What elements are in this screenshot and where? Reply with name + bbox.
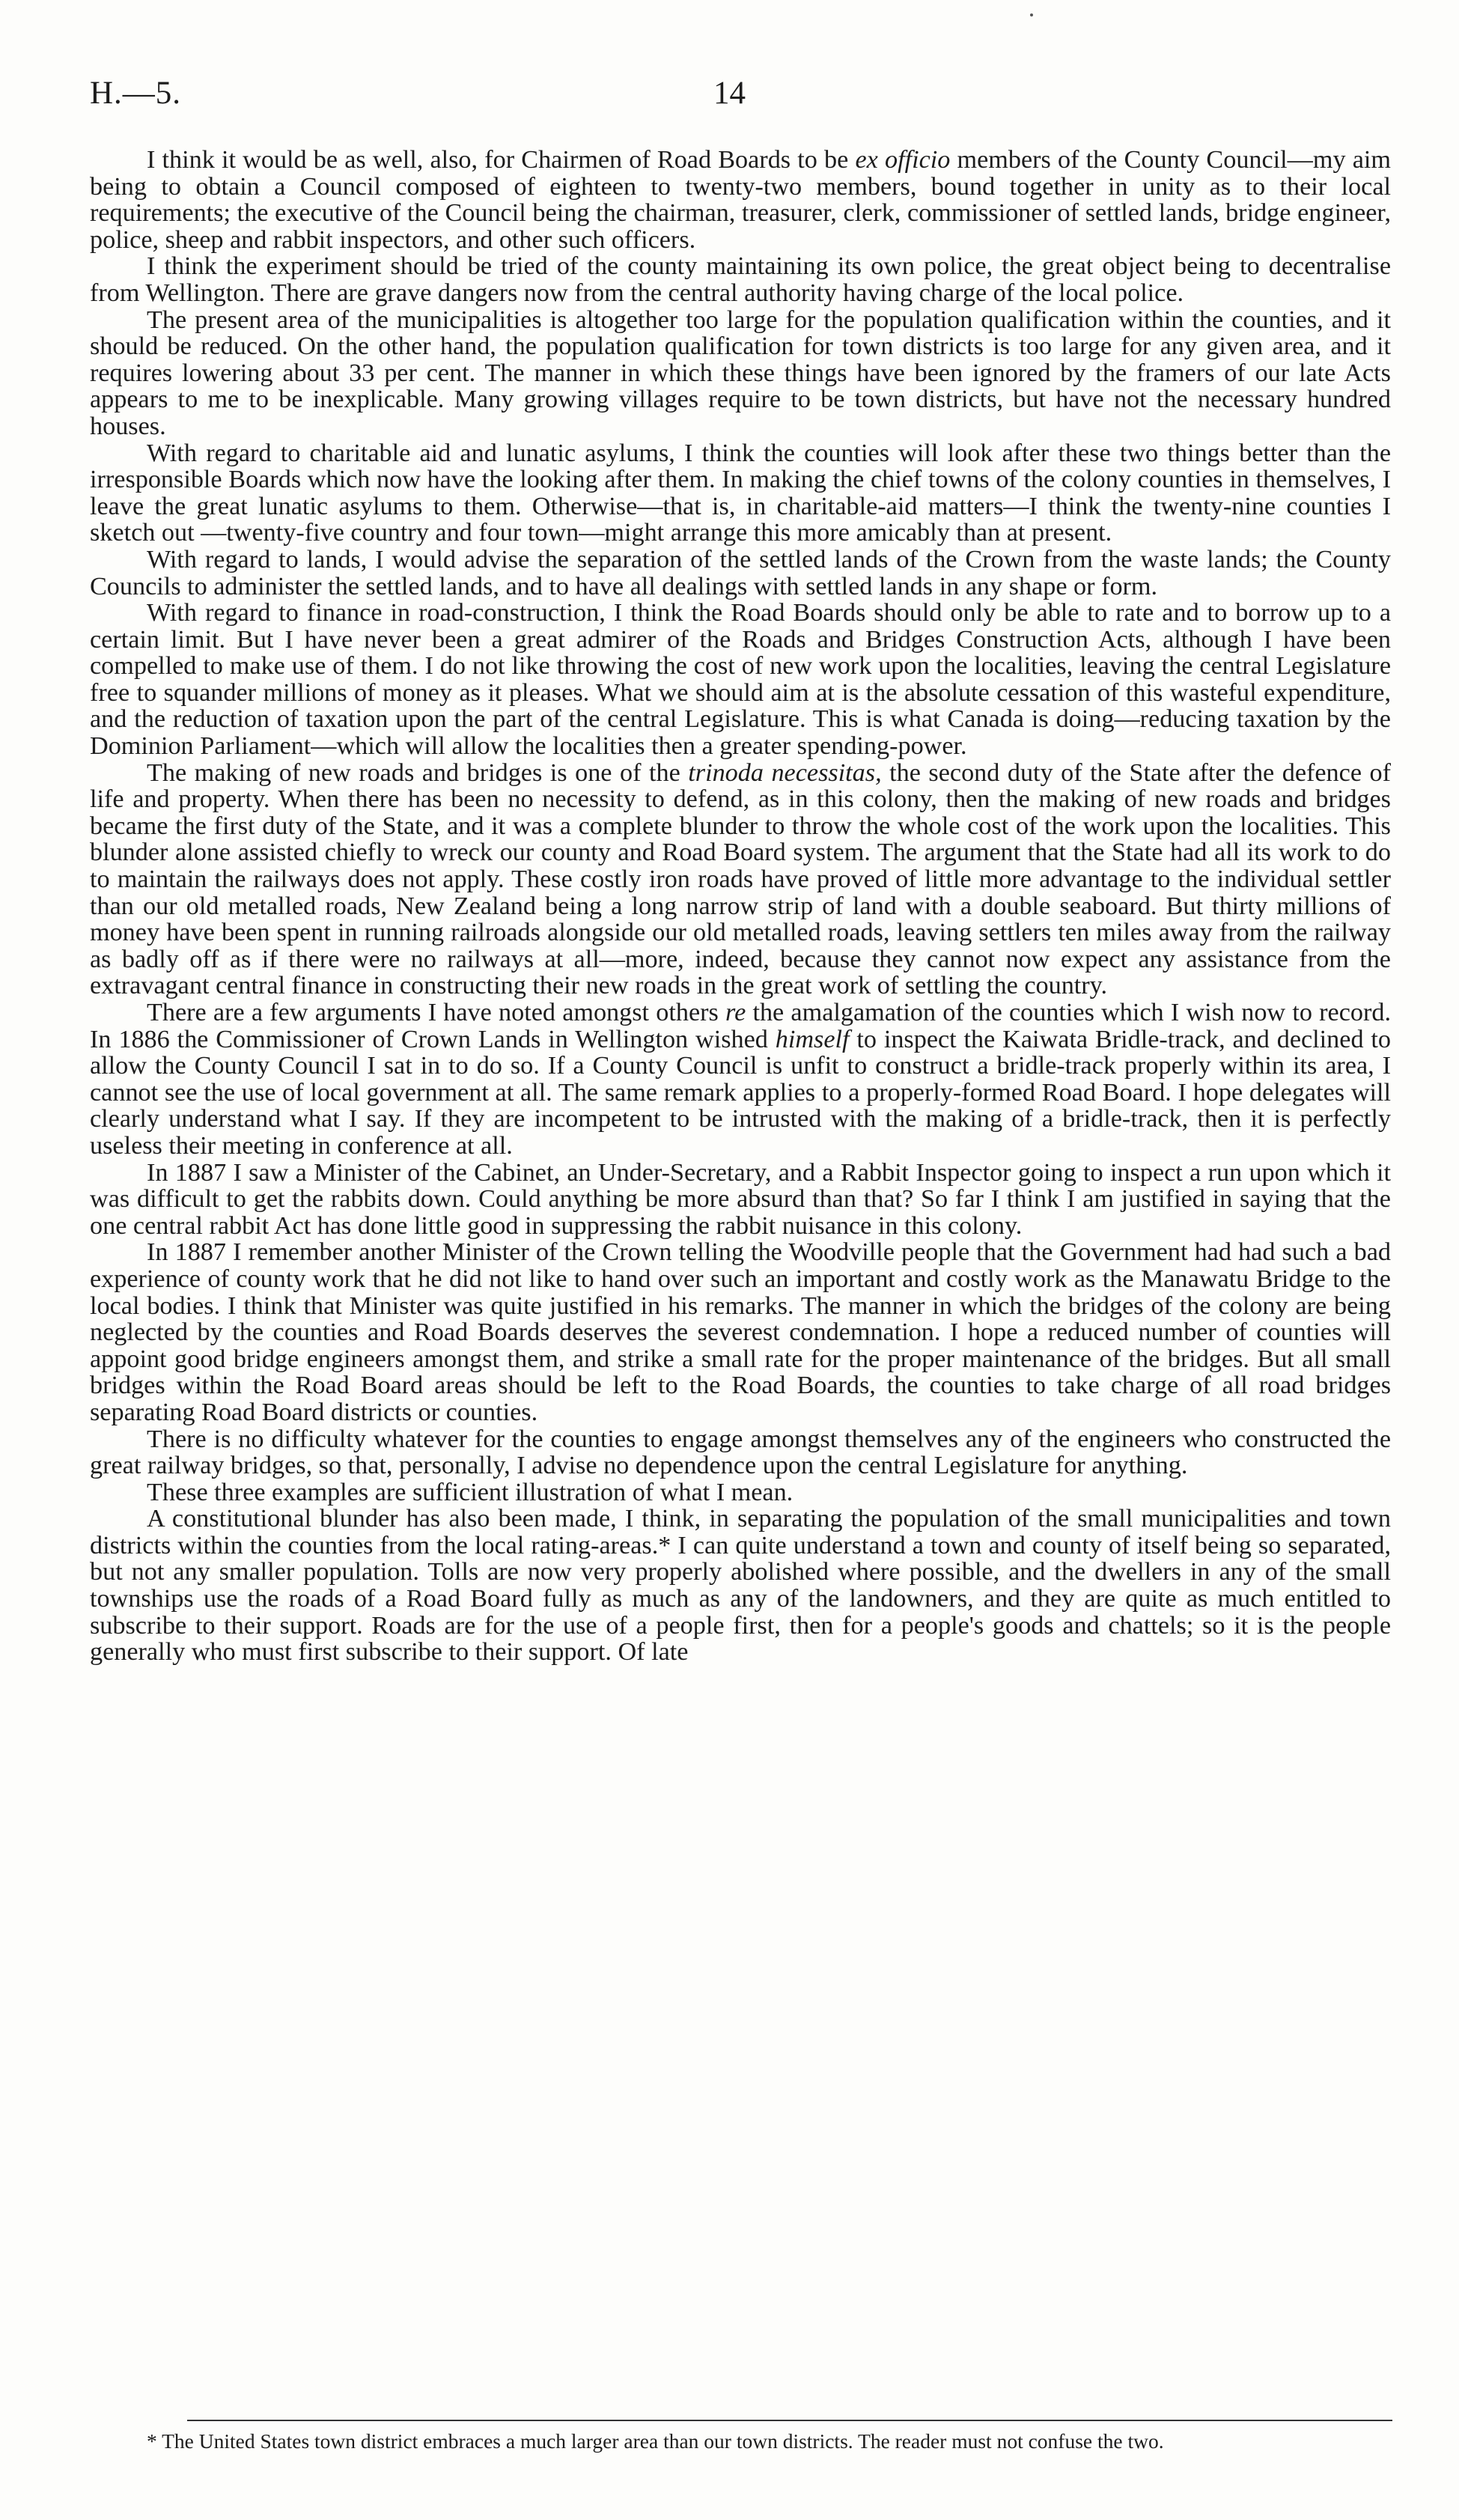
text-run: The making of new roads and bridges is one of the [147,758,689,787]
footnote: * The United States town district embraces a much larger area than our town districts. The reader must not confuse the two. [147,2429,1164,2453]
paragraph [90,1160,1391,1240]
paragraph [90,1479,1391,1506]
document-code: H.—5. [90,76,182,111]
body-text [90,147,1391,1666]
text-run: In 1887 I saw a Minister of the Cabinet, an Under-Secretary, and a Rabbit Inspector going to inspect a run upon which it was difficult to get the rabbits down. Could anything be more absurd than that? So far I think I am justified in saying that the one central rabbit Act has done little good in suppressing the rabbit nuisance in this colony. [90,1158,1391,1240]
paragraph [90,253,1391,306]
footnote-divider [187,2420,1392,2421]
text-run: A constitutional blunder has also been made, I think, in separating the population of the small municipalities and town districts within the counties from the local rating-areas.* I can quite understand a town and county of itself being so separated, but not any smaller population. Tolls are now very properly abolished where possible, and the dwellers in any of the small townships use the roads of a Road Board fully as much as any of the landowners, and they are quite as much entitled to subscribe to their support. Roads are for the use of a people first, then for a people's goods and chattels; so it is the people generally who must first subscribe to their support. Of late [90,1505,1391,1667]
paragraph [90,1426,1391,1479]
text-run: These three examples are sufficient illustration of what I mean. [147,1478,794,1506]
text-run: With regard to charitable aid and lunatic asylums, I think the counties will look after these two things better than the irresponsible Boards which now have the looking after them. In making the chief towns of the colony counties in themselves, I leave the great lunatic asylums to them. Otherwise—that is, in charitable-aid matters—I think the twenty-nine counties I sketch out —twenty-five country and four town—might arrange this more amicably than at present. [90,439,1391,547]
text-run: I think it would be as well, also, for Chairmen of Road Boards to be [147,146,856,174]
paragraph [90,1239,1391,1425]
text-run: I think the experiment should be tried of the county maintaining its own police, the great object being to decentralise from Wellington. There are grave dangers now from the central authority having charge of the local police. [90,252,1391,307]
paragraph [90,999,1391,1160]
text-run: the second duty of the State after the defence of life and property. When there has been no necessity to defend, as in this colony, then the making of new roads and bridges became the first duty of the State, and it was a complete blunder to throw the whole cost of the work upon the localities. This blunder alone assisted chiefly to wreck our county and Road Board system. The argument that the State had all its work to do to maintain the railways does not apply. These costly iron roads have proved of little more advantage to the individual settler than our old metalled roads, New Zealand being a long narrow strip of land with a double seaboard. But thirty millions of money have been spent in running railroads alongside our old metalled roads, leaving settlers ten miles away from the railway as badly off as if there were no railways at all—more, indeed, because they cannot now expect any assistance from the extravagant central finance in constructing their new roads in the great work of settling the country. [90,758,1391,1000]
italic-phrase: trinoda necessitas, [688,758,882,787]
italic-phrase: himself [775,1025,850,1053]
running-header [0,75,1459,120]
text-run: With regard to finance in road-construction, I think the Road Boards should only be able to rate and to borrow up to a certain limit. But I have never been a great admirer of the Roads and Bridges Construction Acts, although I have been compelled to make use of them. I do not like throwing the cost of new work upon the localities, leaving the central Legislature free to squander millions of money as it pleases. What we should aim at is the absolute cessation of this wasteful expenditure, and the reduction of taxation upon the part of the central Legislature. This is what Canada is doing—reducing taxation by the Dominion Parliament—which will allow the localities then a greater spending-power. [90,599,1391,761]
paragraph [90,1506,1391,1666]
scan-speck [1030,13,1033,16]
italic-phrase: ex officio [855,146,951,174]
paragraph [90,600,1391,760]
paragraph [90,760,1391,999]
paragraph [90,547,1391,600]
text-run: The present area of the municipalities is altogether too large for the population qualification within the counties, and it should be reduced. On the other hand, the population qualification for town districts is too large for any given area, and it requires lowering about 33 per cent. The manner in which these things have been ignored by the framers of our late Acts appears to me to be inexplicable. Many growing villages require to be town districts, but have not the necessary hundred houses. [90,305,1391,440]
text-run: There are a few arguments I have noted amongst others [147,999,726,1026]
text-run: members of the County Council—my aim being to obtain a Council composed of eighteen to twenty-two members, bound together in unity as to their local requirements; the executive of the Council being the chairman, treasurer, clerk, commissioner of settled lands, bridge engineer, police, sheep and rabbit inspectors, and other such officers. [90,146,1391,254]
paragraph [90,307,1391,440]
text-run: With regard to lands, I would advise the separation of the settled lands of the Crown from the waste lands; the County Councils to administer the settled lands, and to have all dealings with settled lands in any shape or form. [90,545,1391,600]
text-run: In 1887 I remember another Minister of the Crown telling the Woodville people that the Government had had such a bad experience of county work that he did not like to hand over such an important and costly work as the Manawatu Bridge to the local bodies. I think that Minister was quite justified in his remarks. The manner in which the bridges of the colony are being neglected by the counties and Road Boards deserves the severest condemnation. I hope a reduced number of counties will appoint good bridge engineers amongst them, and strike a small rate for the proper maintenance of the bridges. But all small bridges within the Road Board areas should be left to the Road Boards, the counties to take charge of all road bridges separating Road Board districts or counties. [90,1238,1391,1426]
text-run: to inspect the Kaiwata Bridle-track, and declined to allow the County Council I sat in to do so. If a County Council is unfit to construct a bridle-track properly within its area, I cannot see the use of local government at all. The same remark applies to a properly-formed Road Board. I hope delegates will clearly understand what I say. If they are incompetent to be intrusted with the making of a bridle-track, then it is perfectly useless their meeting in conference at all. [90,1025,1391,1160]
italic-phrase: re [725,999,746,1026]
text-run: the amalgamation of the counties which I wish now to record. In 1886 the Commissioner of Crown Lands in Wellington wished [90,999,1391,1053]
text-run: There is no difficulty whatever for the counties to engage amongst themselves any of the engineers who constructed the great railway bridges, so that, personally, I advise no dependence upon the central Legislature for anything. [90,1425,1391,1480]
page-number: 14 [713,76,746,111]
paragraph [90,147,1391,253]
paragraph [90,440,1391,547]
